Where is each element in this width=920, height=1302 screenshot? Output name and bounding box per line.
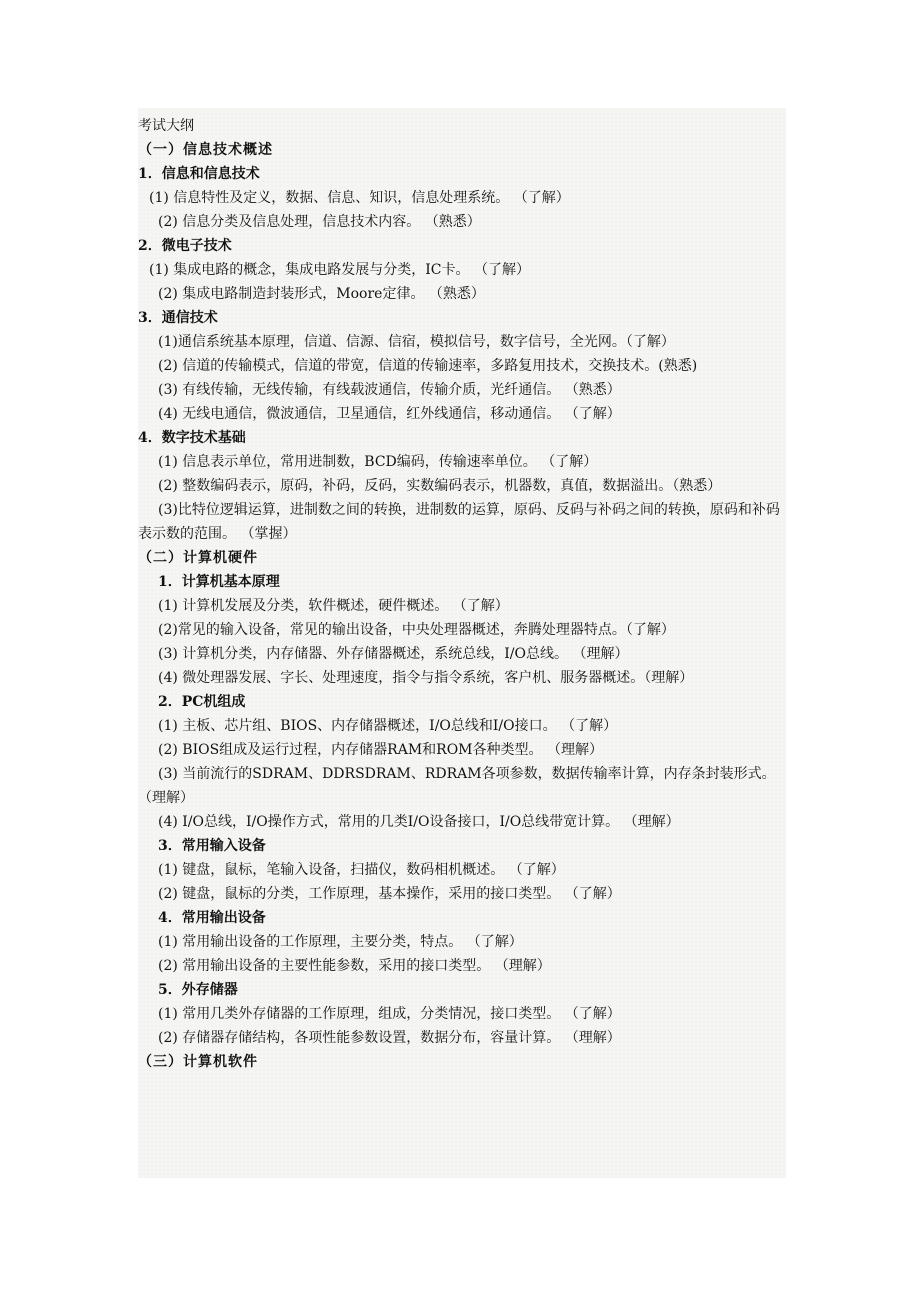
outline-item: (3) 当前流行的SDRAM、DDRSDRAM、RDRAM各项参数，数据传输率计算，内存条封装形式。 （理解） [138, 766, 776, 806]
outline-item: (1) 常用输出设备的工作原理，主要分类，特点。 （了解） [158, 934, 523, 950]
document-page [138, 108, 786, 1178]
outline-item: (2) 集成电路制造封装形式，Moore定律。 （熟悉） [158, 286, 485, 302]
outline-item: (1) 集成电路的概念，集成电路发展与分类，IC卡。 （了解） [149, 262, 530, 278]
outline-item: (1) 信息特性及定义，数据、信息、知识，信息处理系统。 （了解） [149, 190, 570, 206]
subsection-heading: 4．数字技术基础 [138, 430, 246, 446]
subsection-heading: 5．外存储器 [158, 982, 238, 998]
subsection-heading: 3．常用输入设备 [158, 838, 266, 854]
outline-item: (3)比特位逻辑运算，进制数之间的转换，进制数的运算，原码、反码与补码之间的转换，原码和补码表示数的范围。 （掌握） [138, 502, 780, 542]
subsection-heading: 1．计算机基本原理 [158, 574, 280, 590]
outline-item: (1)通信系统基本原理，信道、信源、信宿，模拟信号，数字信号，全光网。（了解） [158, 334, 675, 350]
outline-item: (1) 计算机发展及分类，软件概述，硬件概述。 （了解） [158, 598, 509, 614]
subsection-heading: 2．微电子技术 [138, 238, 232, 254]
outline-item: (2) 信道的传输模式，信道的带宽，信道的传输速率，多路复用技术，交换技术。(熟悉) [158, 358, 698, 374]
outline-item: (1) 主板、芯片组、BIOS、内存储器概述，I/O总线和I/O接口。 （了解） [158, 718, 618, 734]
outline-item: (2) 整数编码表示，原码，补码，反码，实数编码表示，机器数，真值，数据溢出。（熟悉） [158, 478, 722, 494]
section-heading-2: （二）计算机硬件 [138, 550, 258, 566]
outline-item: (3) 有线传输，无线传输，有线载波通信，传输介质，光纤通信。 （熟悉） [158, 382, 621, 398]
outline-item: (4) 微处理器发展、字长、处理速度，指令与指令系统，客户机、服务器概述。（理解） [158, 670, 694, 686]
outline-item: (2) 键盘，鼠标的分类，工作原理，基本操作，采用的接口类型。 （了解） [158, 886, 621, 902]
outline-item: (2) 常用输出设备的主要性能参数，采用的接口类型。 （理解） [158, 958, 551, 974]
document-title: 考试大纲 [138, 118, 194, 134]
subsection-heading: 4．常用输出设备 [158, 910, 266, 926]
subsection-heading: 1．信息和信息技术 [138, 166, 260, 182]
outline-item: (1) 常用几类外存储器的工作原理，组成，分类情况，接口类型。 （了解） [158, 1006, 621, 1022]
outline-item: (4) 无线电通信，微波通信，卫星通信，红外线通信，移动通信。 （了解） [158, 406, 621, 422]
outline-item: (3) 计算机分类，内存储器、外存储器概述，系统总线，I/O总线。 （理解） [158, 646, 629, 662]
outline-item: (1) 信息表示单位，常用进制数，BCD编码，传输速率单位。 （了解） [158, 454, 598, 470]
section-heading-1: （一）信息技术概述 [138, 142, 273, 158]
outline-item: (2) 存储器存储结构，各项性能参数设置，数据分布，容量计算。 （理解） [158, 1030, 621, 1046]
outline-item: (4) I/O总线，I/O操作方式，常用的几类I/O设备接口，I/O总线带宽计算。 （理解） [158, 814, 680, 830]
outline-item: (1) 键盘，鼠标，笔输入设备，扫描仪，数码相机概述。 （了解） [158, 862, 565, 878]
outline-item: (2)常见的输入设备，常见的输出设备，中央处理器概述，奔腾处理器特点。（了解） [158, 622, 675, 638]
subsection-heading: 3．通信技术 [138, 310, 218, 326]
document-body [138, 114, 786, 1074]
subsection-heading: 2．PC机组成 [158, 694, 246, 710]
outline-item: (2) BIOS组成及运行过程，内存储器RAM和ROM各种类型。 （理解） [158, 742, 603, 758]
outline-item: (2) 信息分类及信息处理，信息技术内容。 （熟悉） [158, 214, 481, 230]
section-heading-3: （三）计算机软件 [138, 1054, 258, 1070]
